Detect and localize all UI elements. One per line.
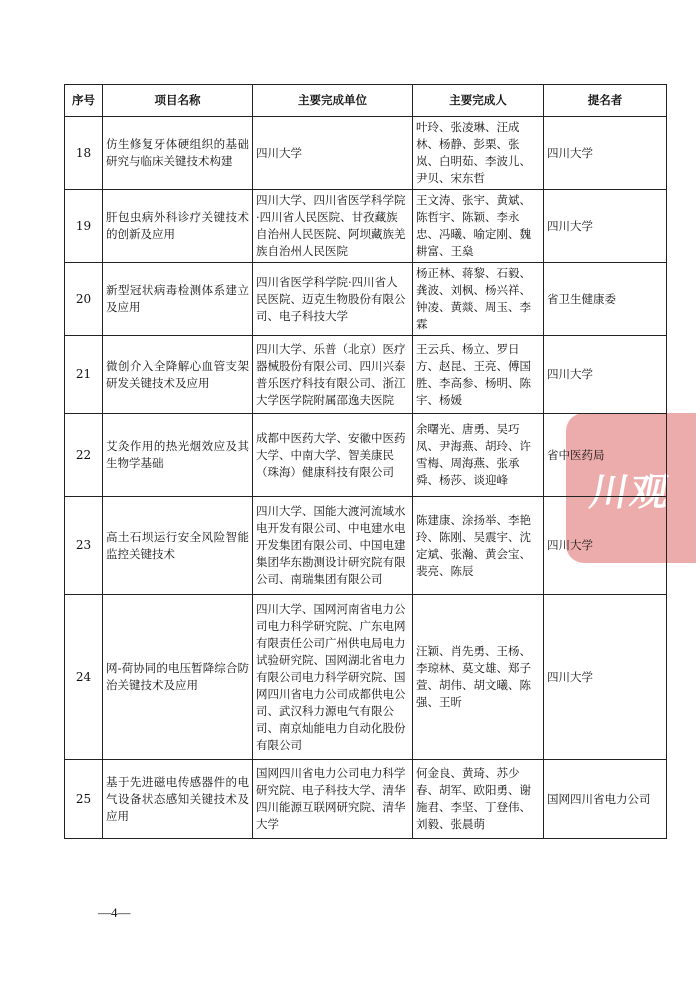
cell-main-unit: 四川大学、乐普（北京）医疗器械股份有限公司、四川兴泰普乐医疗科技有限公司、浙江大学医学院附属邵逸夫医院 <box>253 336 413 414</box>
cell-main-people: 王云兵、杨立、罗日方、赵昆、王亮、傅国胜、李高参、杨明、陈宇、杨媛 <box>413 336 544 414</box>
cell-seq: 21 <box>65 336 103 414</box>
watermark-text: 川观 <box>586 469 675 514</box>
cell-seq: 23 <box>65 497 103 595</box>
cell-main-people: 叶玲、张凌琳、汪成林、杨静、彭栗、张岚、白明茹、李波儿、尹贝、宋东哲 <box>413 117 544 190</box>
cell-nominator: 四川大学 <box>544 336 667 414</box>
table-row <box>65 117 667 190</box>
header-project-name: 项目名称 <box>103 85 253 117</box>
page-number: —4— <box>98 905 131 920</box>
cell-seq: 22 <box>65 414 103 497</box>
table-row <box>65 595 667 760</box>
cell-seq: 24 <box>65 595 103 760</box>
cell-project-name: 肝包虫病外科诊疗关键技术的创新及应用 <box>103 190 253 263</box>
cell-seq: 19 <box>65 190 103 263</box>
header-seq: 序号 <box>65 85 103 117</box>
cell-main-people: 汪颖、肖先勇、王杨、李琼林、莫文雄、郑子萱、胡伟、胡文曦、陈强、王昕 <box>413 595 544 760</box>
cell-main-people: 王文涛、张宇、黄斌、陈哲宇、陈颖、李永忠、冯曦、喻定刚、魏耕富、王燊 <box>413 190 544 263</box>
cell-nominator: 四川大学 <box>544 595 667 760</box>
cell-main-people: 何金良、黄琦、苏少春、胡军、欧阳勇、谢施君、李坚、丁登伟、刘毅、张晨萌 <box>413 760 544 839</box>
cell-main-people: 余曙光、唐勇、吴巧凤、尹海燕、胡玲、许雪梅、周海燕、张承舜、杨莎、谈迎峰 <box>413 414 544 497</box>
cell-seq: 25 <box>65 760 103 839</box>
header-nominator: 提名者 <box>544 85 667 117</box>
table-row <box>65 414 667 497</box>
cell-nominator: 四川大学 <box>544 190 667 263</box>
cell-seq: 18 <box>65 117 103 190</box>
cell-main-people: 杨正林、蒋黎、石毅、龚波、刘枫、杨兴祥、钟凌、黄燚、周玉、李霖 <box>413 263 544 336</box>
cell-main-unit: 四川大学、国网河南省电力公司电力科学研究院、广东电网有限责任公司广州供电局电力试验研究院、国网湖北省电力有限公司电力科学研究院、国网四川省电力公司成都供电公司、武汉科力源电气有限公司、南京灿能电力自动化股份有限公司 <box>253 595 413 760</box>
header-main-people: 主要完成人 <box>413 85 544 117</box>
cell-main-unit: 四川省医学科学院·四川省人民医院、迈克生物股份有限公司、电子科技大学 <box>253 263 413 336</box>
cell-nominator: 国网四川省电力公司 <box>544 760 667 839</box>
cell-project-name: 仿生修复牙体硬组织的基础研究与临床关键技术构建 <box>103 117 253 190</box>
cell-seq: 20 <box>65 263 103 336</box>
cell-nominator: 四川大学 <box>544 497 667 595</box>
table-header-row <box>65 85 667 117</box>
header-main-unit: 主要完成单位 <box>253 85 413 117</box>
cell-main-unit: 四川大学 <box>253 117 413 190</box>
table-row <box>65 190 667 263</box>
cell-main-unit: 四川大学、四川省医学科学院·四川省人民医院、甘孜藏族自治州人民医院、阿坝藏族羌族自治州人民医院 <box>253 190 413 263</box>
cell-nominator: 四川大学 <box>544 117 667 190</box>
cell-project-name: 微创介入全降解心血管支架研发关键技术及应用 <box>103 336 253 414</box>
cell-main-people: 陈建康、涂扬举、李艳玲、陈刚、吴震宇、沈定斌、张瀚、黄会宝、裴亮、陈辰 <box>413 497 544 595</box>
cell-project-name: 新型冠状病毒检测体系建立及应用 <box>103 263 253 336</box>
cell-main-unit: 国网四川省电力公司电力科学研究院、电子科技大学、清华四川能源互联网研究院、清华大学 <box>253 760 413 839</box>
table-row <box>65 497 667 595</box>
cell-project-name: 高土石坝运行安全风险智能监控关键技术 <box>103 497 253 595</box>
cell-main-unit: 四川大学、国能大渡河流域水电开发有限公司、中电建水电开发集团有限公司、中国电建集团华东勘测设计研究院有限公司、南瑞集团有限公司 <box>253 497 413 595</box>
cell-nominator: 省卫生健康委 <box>544 263 667 336</box>
cell-main-unit: 成都中医药大学、安徽中医药大学、中南大学、智美康民（珠海）健康科技有限公司 <box>253 414 413 497</box>
table-row <box>65 760 667 839</box>
cell-project-name: 基于先进磁电传感器件的电气设备状态感知关键技术及应用 <box>103 760 253 839</box>
table-row <box>65 263 667 336</box>
awards-table <box>64 84 667 839</box>
cell-project-name: 艾灸作用的热光烟效应及其生物学基础 <box>103 414 253 497</box>
table-row <box>65 336 667 414</box>
cell-nominator: 省中医药局 <box>544 414 667 497</box>
cell-project-name: 网-荷协同的电压暂降综合防治关键技术及应用 <box>103 595 253 760</box>
